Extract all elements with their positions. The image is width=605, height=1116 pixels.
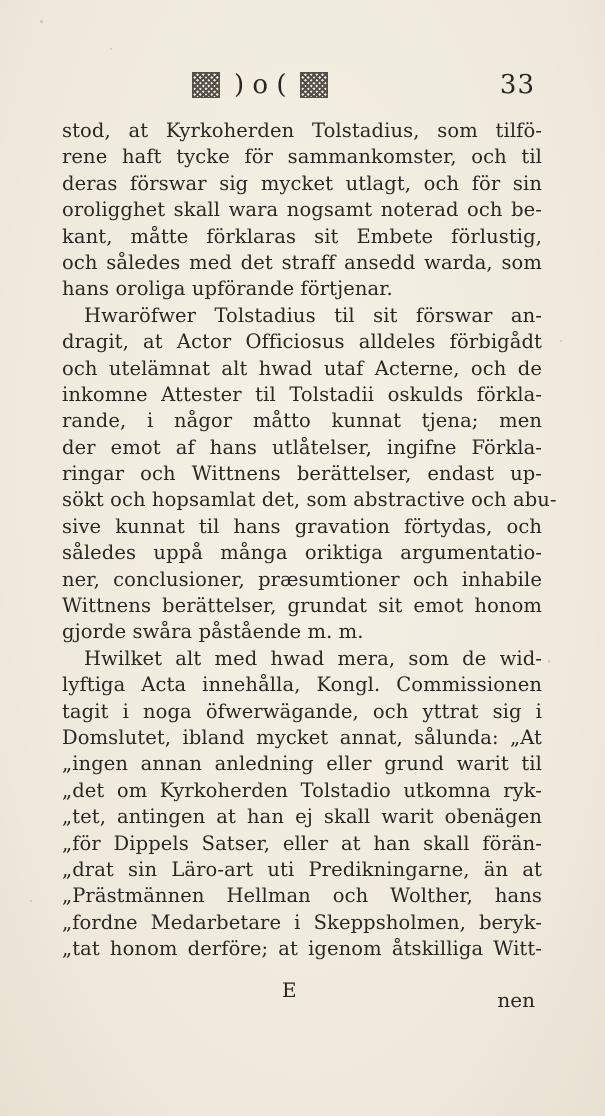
header-ornament: [192, 68, 392, 102]
text-line: „fordne Medarbetare i Skeppsholmen, beryk-: [62, 910, 542, 934]
text-line: „tat honom derföre; at igenom åtskilliga Witt-: [62, 937, 542, 961]
signature-mark: E: [282, 978, 297, 1002]
text-line: „tet, antingen at han ej skall warit obenägen: [62, 805, 542, 829]
text-line: der emot af hans utlåtelser, ingifne Förkla-: [62, 435, 542, 459]
text-line: rene haft tycke för sammankomster, och til: [62, 145, 542, 169]
text-line: gjorde swåra påstående m. m.: [62, 620, 364, 644]
catchword: nen: [497, 988, 535, 1012]
text-line: hans oroliga upförande förtjenar.: [62, 277, 393, 301]
text-line: dragit, at Actor Officiosus alldeles förbigådt: [62, 330, 542, 354]
ornament-left-icon: [192, 72, 220, 98]
text-line: „drat sin Läro-art uti Predikningarne, än at: [62, 857, 542, 881]
text-line: „ingen annan anledning eller grund warit til: [62, 752, 542, 776]
text-line: således uppå många oriktiga argumentatio-: [62, 541, 542, 565]
text-line: Domslutet, ibland mycket annat, sålunda: „At: [62, 725, 542, 749]
text-line: Hwilket alt med hwad mera, som de wid-: [84, 646, 542, 670]
text-line: rande, i någor måtto kunnat tjena; men: [62, 409, 542, 433]
text-line: „det om Kyrkoherden Tolstadio utkomna ryk-: [62, 778, 542, 802]
text-line: tagit i noga öfwerwägande, och yttrat sig i: [62, 699, 542, 723]
text-line: lyftiga Acta innehålla, Kongl. Commissionen: [62, 673, 542, 697]
text-line: Wittnens berättelser, grundat sit emot honom: [62, 594, 542, 618]
text-line: ner, conclusioner, præsumtioner och inhabile: [62, 567, 542, 591]
text-line: „för Dippels Satser, eller at han skall förän-: [62, 831, 542, 855]
paper-speck: [110, 48, 112, 50]
text-line: och utelämnat alt hwad utaf Acterne, och de: [62, 356, 542, 380]
paper-speck: [30, 900, 32, 902]
body-text: [62, 118, 557, 963]
text-line: stod, at Kyrkoherden Tolstadius, som tilfö-: [62, 119, 542, 142]
page-header: [0, 64, 605, 104]
ornament-mid: ) o (: [234, 70, 287, 100]
text-line: sive kunnat til hans gravation förtydas, och: [62, 514, 542, 538]
text-line: kant, måtte förklaras sit Embete förlustig,: [62, 224, 542, 248]
text-line: oroligghet skall wara nogsamt noterad och be-: [62, 198, 542, 222]
page-number: 33: [499, 70, 535, 100]
text-line: Hwaröfwer Tolstadius til sit förswar an-: [84, 303, 542, 327]
text-line: och således med det straff ansedd warda, som: [62, 250, 542, 274]
text-line: sökt och hopsamlat det, som abstractive och abu-: [62, 488, 557, 512]
text-line: ringar och Wittnens berättelser, endast up-: [62, 462, 542, 486]
ornament-right-icon: [300, 72, 328, 98]
text-line: deras förswar sig mycket utlagt, och för sin: [62, 171, 542, 195]
paper-speck: [548, 660, 550, 663]
paper-speck: [560, 340, 562, 342]
text-line: „Prästmännen Hellman och Wolther, hans: [62, 884, 542, 908]
paper-speck: [40, 20, 43, 23]
page-footer: [0, 978, 605, 1012]
text-line: inkomne Attester til Tolstadii oskulds förkla-: [62, 382, 542, 406]
